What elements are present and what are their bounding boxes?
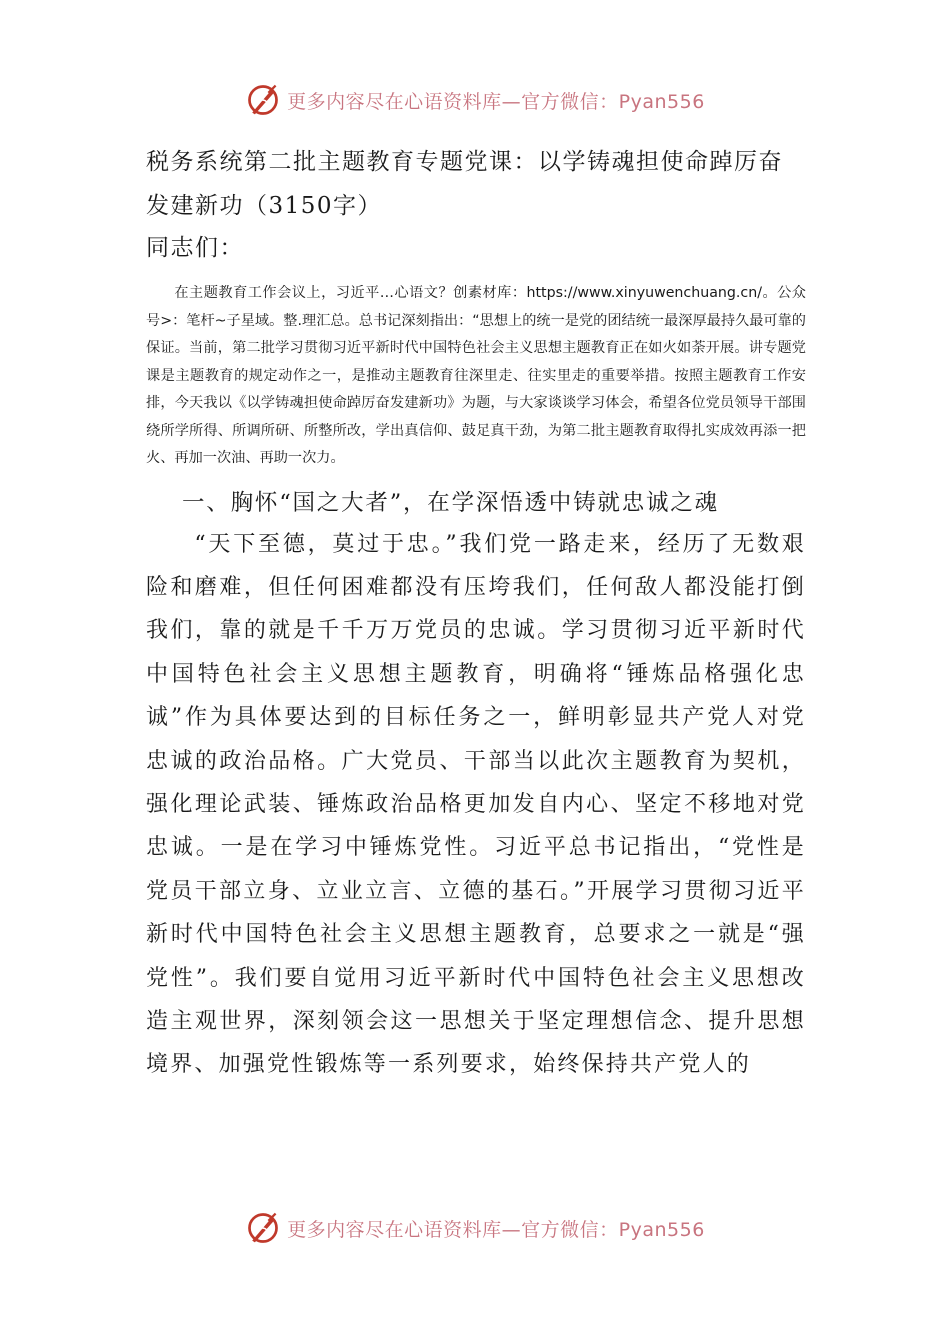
- intro-paragraph: 在主题教育工作会议上，习近平…心语文？创素材库：https://www.xinyuwenchuang.cn/。公众号>：笔杆~子星域。整.理汇总。总书记深刻指出：“思想上的统一是党的团结统一最深厚最持久最可靠的保证。当前，第二批学习贯彻习近平新时代中国特色社会主义思想主题教育正在如火如荼开展。讲专题党课是主题教育的规定动作之一，是推动主题教育往深里走、往实里走的重要举措。按照主题教育工作安排，今天我以《以学铸魂担使命踔厉奋发建新功》为题，与大家谈谈学习体会，希望各位党员领导干部围绕所学所得、所调所研、所整所改，学出真信仰、鼓足真干劲，为第二批主题教育取得扎实成效再添一把火、再加一次油、再助一次力。: [146, 285, 806, 466]
- footer-banner-text: 更多内容尽在心语资料库—官方微信：Pyan556: [287, 1218, 705, 1241]
- header-banner: [0, 80, 950, 120]
- salutation: 同志们：: [146, 235, 244, 261]
- body-paragraph: “天下至德，莫过于忠。”我们党一路走来，经历了无数艰险和磨难，但任何困难都没有压垮我们，任何敌人都没能打倒我们，靠的就是千千万万党员的忠诚。学习贯彻习近平新时代中国特色社会主义思想主题教育，明确将“锤炼品格强化忠诚”作为具体要达到的目标任务之一，鲜明彰显共产党人对党忠诚的政治品格。广大党员、干部当以此次主题教育为契机，强化理论武装、锤炼政治品格更加发自内心、坚定不移地对党忠诚。一是在学习中锤炼党性。习近平总书记指出，“党性是党员干部立身、立业立言、立德的基石。”开展学习贯彻习近平新时代中国特色社会主义思想主题教育，总要求之一就是“强党性”。我们要自觉用习近平新时代中国特色社会主义思想改造主观世界，深刻领会这一思想关于坚定理想信念、提升思想境界、加强党性锻炼等一系列要求，始终保持共产党人的: [146, 531, 806, 1078]
- quill-logo-icon: [245, 1210, 281, 1246]
- footer-banner: [0, 1208, 950, 1248]
- section-heading: 一、胸怀“国之大者”，在学深悟透中铸就忠诚之魂: [182, 489, 719, 516]
- header-banner-text: 更多内容尽在心语资料库—官方微信：Pyan556: [287, 90, 705, 113]
- quill-logo-icon: [245, 82, 281, 118]
- document-body: [146, 140, 806, 1087]
- document-title: 税务系统第二批主题教育专题党课：以学铸魂担使命踔厉奋发建新功（3150字）: [146, 149, 783, 219]
